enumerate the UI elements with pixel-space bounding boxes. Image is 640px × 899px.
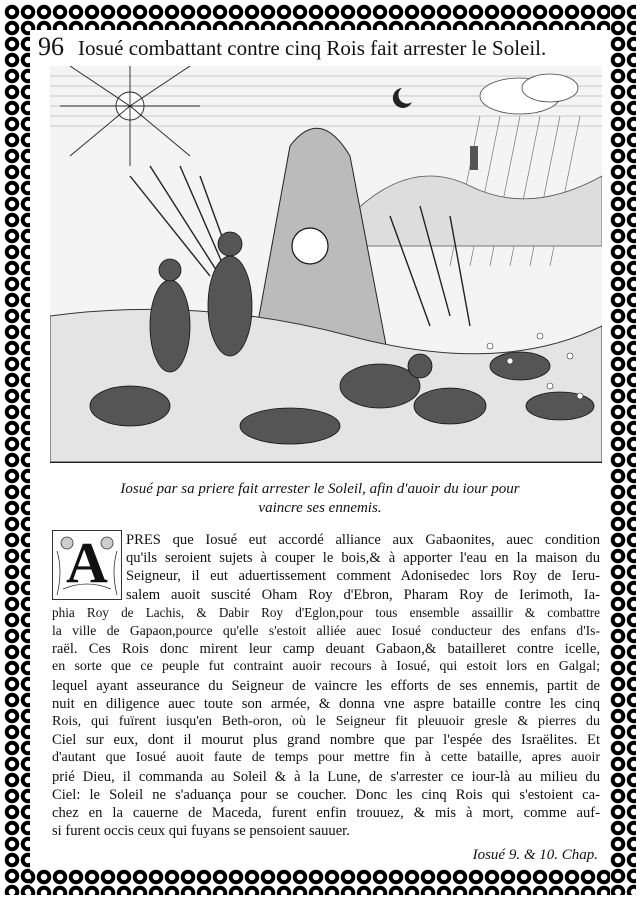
chapter-reference: Iosué 9. & 10. Chap. xyxy=(472,847,598,863)
body-line: Rois, qui fuïrent iusqu'en Beth-oron, où le Seigneur fit pleuuoir gresle & pierres du xyxy=(52,714,600,730)
body-line: chez en la cauerne de Maceda, furent enfin trouuez, & mis à mort, comme auf- xyxy=(52,805,600,822)
body-line: qu'ils seroient sujets à couper le bois,& à apporter l'eau en la maison du xyxy=(126,550,600,567)
decorative-border-right xyxy=(610,4,636,895)
caption-line-1: Iosué par sa priere fait arrester le Soleil, afin d'auoir du iour pour xyxy=(120,481,520,497)
decorative-border-bottom xyxy=(4,869,636,895)
caption-line-2: vaincre ses ennemis. xyxy=(258,500,382,516)
body-line: phia Roy de Lachis, & Dabir Roy d'Eglon,pour tous ensemble assaillir & combattre xyxy=(52,604,600,620)
body-line: Seigneur, il eut aduertissement comment Adonisedec lors Roy de Ieru- xyxy=(126,568,600,585)
body-line: nuit en diligence auec toute son armée, & donna vne aspre bataille contre les cinq xyxy=(52,695,600,712)
body-line: d'autant que Iosué auoit faute de temps pour mettre fin à cette bataille, apres auoir xyxy=(52,750,600,766)
page-number: 96 xyxy=(38,32,64,61)
body-line: salem auoit suscité Oham Roy d'Ebron, Pharam Roy de Ierimoth, Ia- xyxy=(126,586,600,603)
body-line: Ciel sur eux, dont il mourut plus grand nombre que par l'espée des Israëlites. Et xyxy=(52,732,600,749)
body-line: lequel ayant asseurance du Seigneur de vaincre les efforts de ses ennemis, partit de xyxy=(52,677,600,694)
shield-icon xyxy=(292,228,328,264)
decorative-border-left xyxy=(4,4,30,895)
body-line: la ville de Gapaon,pource qu'elle s'estoit alliée auec Iosué conducteur des enfans d'Is- xyxy=(52,623,600,639)
body-line: prié Dieu, il commanda au Soleil & à la Lune, de s'arrester ce iour-là au milieu du xyxy=(52,768,600,785)
woodcut-illustration xyxy=(50,66,602,463)
battle-scene-image xyxy=(50,66,602,462)
dropcap-letter: A xyxy=(66,530,108,595)
body-line: en sorte que ce peuple fut contraint auoir recours à Iosué, qui estoit lors en Galgal; xyxy=(52,659,600,675)
body-line: PRES que Iosué eut accordé alliance aux Gabaonites, auec condition xyxy=(126,532,600,548)
body-line: raël. Ces Rois donc mirent leur camp deuant Gabaon,& batailleret contre icelle, xyxy=(52,641,600,658)
body-line: Ciel: le Soleil ne s'aduança pour se coucher. Donc les cinq Rois qui s'estoient ca- xyxy=(52,786,600,803)
body-line: si furent occis ceux qui fuyans se pensoient sauuer. xyxy=(52,823,350,840)
page-title: Iosué combattant contre cinq Rois fait arrester le Soleil. xyxy=(78,36,547,60)
illustration-caption xyxy=(90,480,550,518)
decorative-border-top xyxy=(4,4,636,30)
body-paragraph xyxy=(52,531,600,840)
